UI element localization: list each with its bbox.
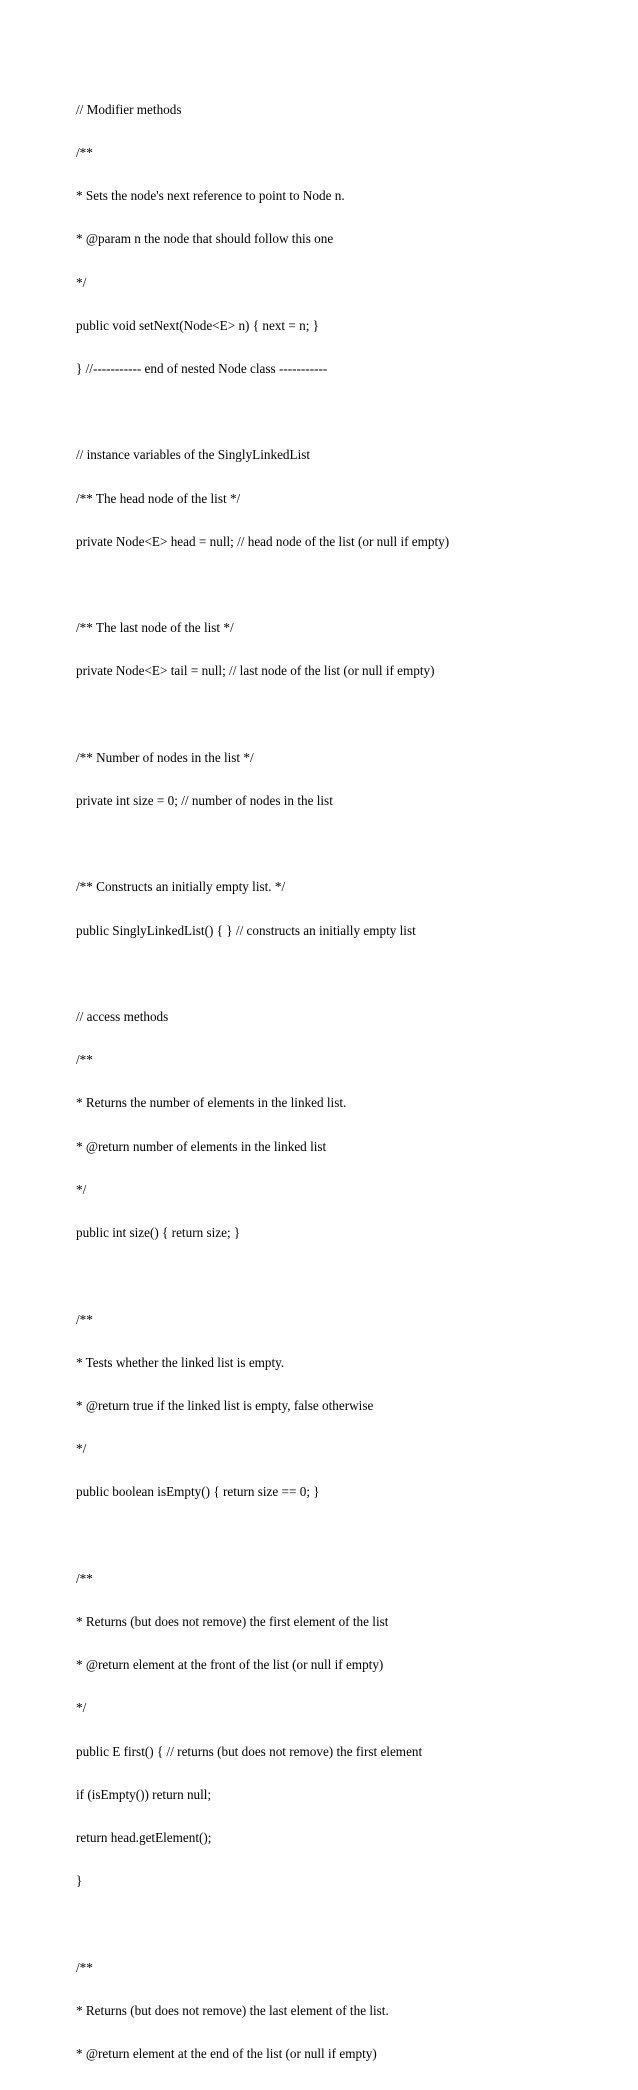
code-line: // instance variables of the SinglyLinkedList <box>76 447 311 463</box>
code-line: * Sets the node's next reference to point to Node n. <box>76 188 345 204</box>
code-line: */ <box>76 274 87 290</box>
code-line: /** <box>76 145 93 161</box>
code-line: * @return number of elements in the linked list <box>76 1138 327 1154</box>
code-line: private Node<E> head = null; // head node of the list (or null if empty) <box>76 533 450 549</box>
code-line: */ <box>76 1700 87 1716</box>
code-line: /** <box>76 1052 93 1068</box>
blank-line <box>76 1269 616 1283</box>
code-line: // Modifier methods <box>76 101 182 117</box>
code-line: /** Constructs an initially empty list. */ <box>76 879 286 895</box>
code-line: /** <box>76 1311 93 1327</box>
code-line: */ <box>76 1441 87 1457</box>
code-line: */ <box>76 1181 87 1197</box>
code-line: public boolean isEmpty() { return size == 0; } <box>76 1484 320 1500</box>
code-line: * Tests whether the linked list is empty. <box>76 1354 285 1370</box>
code-line: /** The last node of the list */ <box>76 620 234 636</box>
code-line: if (isEmpty()) return null; <box>76 1786 212 1802</box>
blank-line <box>76 1917 616 1931</box>
code-line: * Returns (but does not remove) the last element of the list. <box>76 2002 389 2018</box>
code-line: /** <box>76 1959 93 1975</box>
blank-line <box>76 578 616 592</box>
blank-line <box>76 967 616 981</box>
blank-line <box>76 837 616 851</box>
code-line: * @return true if the linked list is empty, false otherwise <box>76 1397 374 1413</box>
code-line: return head.getElement(); <box>76 1829 212 1845</box>
code-line: * @param n the node that should follow this one <box>76 231 334 247</box>
code-line: /** <box>76 1570 93 1586</box>
code-listing <box>76 74 616 2090</box>
code-line: public E first() { // returns (but does not remove) the first element <box>76 1743 423 1759</box>
code-line: public int size() { return size; } <box>76 1225 241 1241</box>
code-line: * Returns the number of elements in the linked list. <box>76 1095 347 1111</box>
code-line: public SinglyLinkedList() { } // constructs an initially empty list <box>76 922 416 938</box>
code-line: // access methods <box>76 1009 169 1025</box>
code-line: /** Number of nodes in the list */ <box>76 749 254 765</box>
code-line: } <box>76 1873 83 1889</box>
code-line: * @return element at the front of the list (or null if empty) <box>76 1657 384 1673</box>
code-line: private Node<E> tail = null; // last node of the list (or null if empty) <box>76 663 435 679</box>
code-line: } //----------- end of nested Node class ----------- <box>76 361 328 377</box>
blank-line <box>76 405 616 419</box>
blank-line <box>76 708 616 722</box>
code-line: * Returns (but does not remove) the first element of the list <box>76 1613 389 1629</box>
code-line: private int size = 0; // number of nodes in the list <box>76 793 333 809</box>
code-line: public void setNext(Node<E> n) { next = n; } <box>76 317 319 333</box>
code-line: /** The head node of the list */ <box>76 490 241 506</box>
blank-line <box>76 1529 616 1543</box>
code-line: * @return element at the end of the list (or null if empty) <box>76 2045 377 2061</box>
